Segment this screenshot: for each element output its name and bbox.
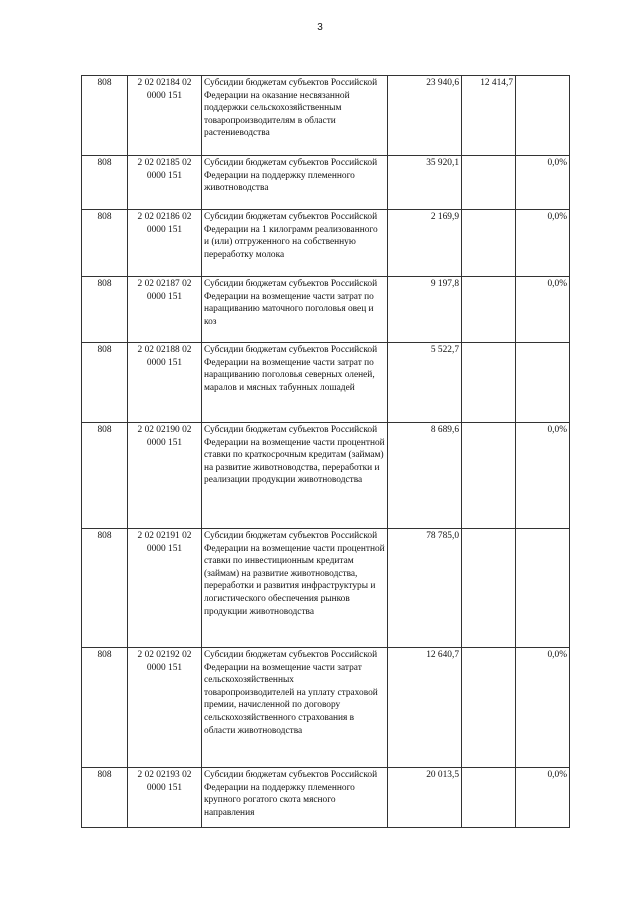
table-row	[82, 210, 570, 277]
description-cell: Субсидии бюджетам субъектов Российской Федерации на поддержку племенного крупного рогатого скота мясного направления	[202, 768, 388, 828]
actual-value-cell	[462, 210, 516, 277]
actual-value-cell	[462, 343, 516, 423]
description-cell: Субсидии бюджетам субъектов Российской Федерации на возмещение части процентной ставки по инвестиционным кредитам (займам) на развитие животноводства, переработки и развития инфраструктуры и логистического обеспечения рынков продукции животноводства	[202, 529, 388, 648]
table-row	[82, 277, 570, 343]
actual-value-cell	[462, 277, 516, 343]
percent-cell	[516, 76, 570, 156]
plan-value-cell: 35 920,1	[388, 156, 462, 210]
budget-table	[81, 75, 570, 828]
actual-value-cell	[462, 648, 516, 768]
description-cell: Субсидии бюджетам субъектов Российской Федерации на возмещение части затрат сельскохозяйственных товаропроизводителей на уплату страховой премии, начисленной по договору сельскохозяйственного страхования в области животноводства	[202, 648, 388, 768]
budget-code-cell: 2 02 02188 02 0000 151	[128, 343, 202, 423]
budget-code-cell: 2 02 02193 02 0000 151	[128, 768, 202, 828]
table-row	[82, 768, 570, 828]
description-cell: Субсидии бюджетам субъектов Российской Федерации на 1 килограмм реализованного и (или) отгруженного на собственную переработку молока	[202, 210, 388, 277]
actual-value-cell	[462, 768, 516, 828]
admin-code-cell: 808	[82, 768, 128, 828]
table-row	[82, 76, 570, 156]
percent-cell	[516, 529, 570, 648]
admin-code-cell: 808	[82, 648, 128, 768]
actual-value-cell	[462, 423, 516, 529]
plan-value-cell: 2 169,9	[388, 210, 462, 277]
description-cell: Субсидии бюджетам субъектов Российской Федерации на возмещение части затрат по наращиванию поголовья северных оленей, маралов и мясных табунных лошадей	[202, 343, 388, 423]
page-number: 3	[317, 22, 323, 33]
percent-cell: 0,0%	[516, 768, 570, 828]
plan-value-cell: 20 013,5	[388, 768, 462, 828]
table-row	[82, 529, 570, 648]
budget-code-cell: 2 02 02186 02 0000 151	[128, 210, 202, 277]
budget-code-cell: 2 02 02185 02 0000 151	[128, 156, 202, 210]
percent-cell: 0,0%	[516, 156, 570, 210]
description-cell: Субсидии бюджетам субъектов Российской Федерации на оказание несвязанной поддержки сельскохозяйственным товаропроизводителям в области растениеводства	[202, 76, 388, 156]
description-cell: Субсидии бюджетам субъектов Российской Федерации на поддержку племенного животноводства	[202, 156, 388, 210]
budget-code-cell: 2 02 02192 02 0000 151	[128, 648, 202, 768]
admin-code-cell: 808	[82, 529, 128, 648]
admin-code-cell: 808	[82, 423, 128, 529]
table-row	[82, 343, 570, 423]
budget-code-cell: 2 02 02190 02 0000 151	[128, 423, 202, 529]
table-row	[82, 423, 570, 529]
admin-code-cell: 808	[82, 210, 128, 277]
percent-cell: 0,0%	[516, 277, 570, 343]
table-row	[82, 156, 570, 210]
plan-value-cell: 8 689,6	[388, 423, 462, 529]
plan-value-cell: 23 940,6	[388, 76, 462, 156]
percent-cell: 0,0%	[516, 648, 570, 768]
table-row	[82, 648, 570, 768]
actual-value-cell	[462, 529, 516, 648]
actual-value-cell	[462, 156, 516, 210]
percent-cell: 0,0%	[516, 423, 570, 529]
plan-value-cell: 9 197,8	[388, 277, 462, 343]
admin-code-cell: 808	[82, 277, 128, 343]
admin-code-cell: 808	[82, 343, 128, 423]
budget-code-cell: 2 02 02187 02 0000 151	[128, 277, 202, 343]
percent-cell	[516, 343, 570, 423]
plan-value-cell: 78 785,0	[388, 529, 462, 648]
actual-value-cell: 12 414,7	[462, 76, 516, 156]
budget-code-cell: 2 02 02184 02 0000 151	[128, 76, 202, 156]
admin-code-cell: 808	[82, 76, 128, 156]
percent-cell: 0,0%	[516, 210, 570, 277]
budget-code-cell: 2 02 02191 02 0000 151	[128, 529, 202, 648]
description-cell: Субсидии бюджетам субъектов Российской Федерации на возмещение части затрат по наращиванию маточного поголовья овец и коз	[202, 277, 388, 343]
plan-value-cell: 12 640,7	[388, 648, 462, 768]
admin-code-cell: 808	[82, 156, 128, 210]
plan-value-cell: 5 522,7	[388, 343, 462, 423]
description-cell: Субсидии бюджетам субъектов Российской Федерации на возмещение части процентной ставки по краткосрочным кредитам (займам) на развитие животноводства, переработки и реализации продукции животноводства	[202, 423, 388, 529]
